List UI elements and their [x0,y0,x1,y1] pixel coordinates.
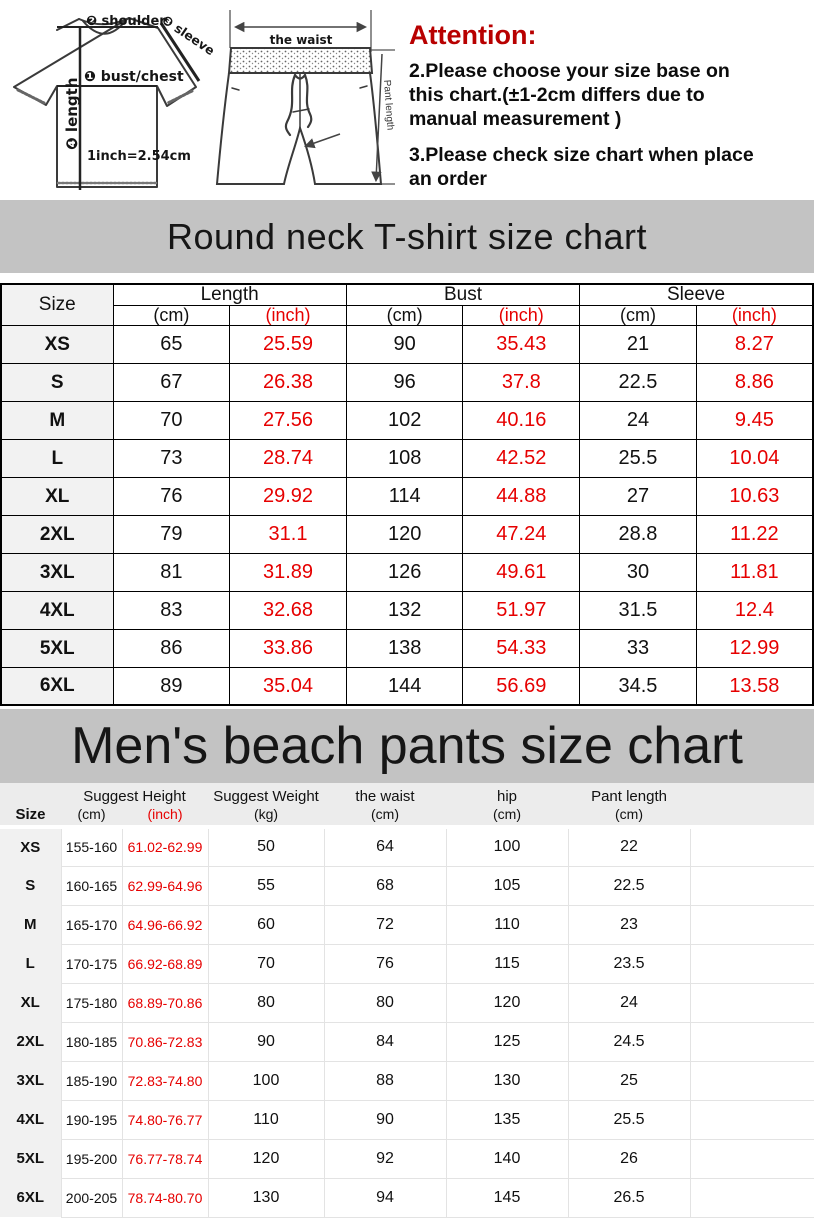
size-cell: L [0,944,61,983]
weight-kg-cell: 50 [208,827,324,866]
table-row [0,1061,814,1100]
bust-inch-cell: 44.88 [463,477,580,515]
weight-kg-cell: 130 [208,1178,324,1217]
inseam-arrow [306,134,340,146]
sleeve-inch-cell: 8.27 [696,325,813,363]
attention-title: Attention: [409,20,537,50]
hip-cm-cell: 120 [446,983,568,1022]
sleeve-inch-cell: 13.58 [696,667,813,705]
size-cell: 4XL [1,591,113,629]
waist-cm-cell: 72 [324,905,446,944]
table-row [1,591,813,629]
size-cell: M [1,401,113,439]
bust-cm-cell: 96 [346,363,463,401]
table-row [1,401,813,439]
table-row [1,629,813,667]
empty-cell [690,983,814,1022]
length-inch-cell: 25.59 [230,325,347,363]
length-cm-cell: 89 [113,667,230,705]
size-cell: L [1,439,113,477]
waist-cm-cell: 68 [324,866,446,905]
column-header-bust: Bust [346,284,579,305]
weight-kg-cell: 120 [208,1139,324,1178]
unit-header-cm: (cm) [446,807,568,827]
height-inch-cell: 61.02-62.99 [122,827,208,866]
sleeve-measure-label: ❸ sleeve [159,12,218,59]
sleeve-cm-cell: 21 [580,325,697,363]
hip-cm-cell: 115 [446,944,568,983]
height-cm-cell: 190-195 [61,1100,122,1139]
shorts-measure-diagram [200,0,395,200]
height-cm-cell: 160-165 [61,866,122,905]
tshirt-size-chart-banner [0,200,814,273]
weight-kg-cell: 70 [208,944,324,983]
pants-size-chart-banner [0,709,814,783]
size-cell: 2XL [1,515,113,553]
length-cm-cell: 70 [113,401,230,439]
bust-inch-cell: 47.24 [463,515,580,553]
length-inch-cell: 28.74 [230,439,347,477]
unit-header-inch: (inch) [463,305,580,325]
tshirt-drawing-svg [0,0,218,200]
sleeve-inch-cell: 11.81 [696,553,813,591]
sleeve-cm-cell: 28.8 [580,515,697,553]
table-row [1,667,813,705]
column-header-suggest-weight: Suggest Weight [208,783,324,807]
size-cell: XL [0,983,61,1022]
hip-cm-cell: 105 [446,866,568,905]
length-cm-cell: 67 [113,363,230,401]
unit-header-cm: (cm) [346,305,463,325]
length-inch-cell: 35.04 [230,667,347,705]
size-cell: 4XL [0,1100,61,1139]
empty-cell [690,866,814,905]
size-cell: M [0,905,61,944]
table-row [1,325,813,363]
attention-item-2-line: this chart.(±1-2cm differs due to [409,83,705,106]
height-inch-cell: 70.86-72.83 [122,1022,208,1061]
bust-cm-cell: 90 [346,325,463,363]
bust-cm-cell: 114 [346,477,463,515]
sleeve-inch-cell: 10.63 [696,477,813,515]
size-cell: 6XL [0,1178,61,1217]
height-inch-cell: 62.99-64.96 [122,866,208,905]
height-inch-cell: 78.74-80.70 [122,1178,208,1217]
shorts-outline [217,73,381,184]
sleeve-cm-cell: 33 [580,629,697,667]
hip-cm-cell: 140 [446,1139,568,1178]
height-cm-cell: 200-205 [61,1178,122,1217]
height-inch-cell: 66.92-68.89 [122,944,208,983]
height-inch-cell: 72.83-74.80 [122,1061,208,1100]
length-cm-cell: 73 [113,439,230,477]
tshirt-measure-diagram [0,0,218,200]
size-cell: 2XL [0,1022,61,1061]
sleeve-cm-cell: 30 [580,553,697,591]
pants-size-table [0,783,814,1218]
attention-item-2-line: manual measurement ) [409,107,622,130]
column-header-sleeve: Sleeve [580,284,813,305]
bust-cm-cell: 132 [346,591,463,629]
unit-header-cm: (cm) [568,807,690,827]
bust-inch-cell: 56.69 [463,667,580,705]
length-inch-cell: 27.56 [230,401,347,439]
height-cm-cell: 195-200 [61,1139,122,1178]
pant-length-cm-cell: 23.5 [568,944,690,983]
table-row [0,866,814,905]
attention-item-3-line: an order [409,168,488,191]
sleeve-cm-cell: 31.5 [580,591,697,629]
bust-inch-cell: 42.52 [463,439,580,477]
sleeve-cm-cell: 34.5 [580,667,697,705]
waist-cm-cell: 92 [324,1139,446,1178]
pants-table-header [0,783,814,827]
table-row [0,1178,814,1217]
pant-length-cm-cell: 24.5 [568,1022,690,1061]
bust-inch-cell: 54.33 [463,629,580,667]
pant-length-cm-cell: 22 [568,827,690,866]
sleeve-cm-cell: 24 [580,401,697,439]
size-cell: 6XL [1,667,113,705]
height-cm-cell: 165-170 [61,905,122,944]
length-cm-cell: 81 [113,553,230,591]
pant-length-cm-cell: 26 [568,1139,690,1178]
hip-cm-cell: 110 [446,905,568,944]
height-cm-cell: 185-190 [61,1061,122,1100]
length-inch-cell: 29.92 [230,477,347,515]
waist-cm-cell: 64 [324,827,446,866]
table-row [0,905,814,944]
bust-cm-cell: 144 [346,667,463,705]
height-inch-cell: 68.89-70.86 [122,983,208,1022]
bust-cm-cell: 138 [346,629,463,667]
bust-inch-cell: 40.16 [463,401,580,439]
pant-length-cm-cell: 26.5 [568,1178,690,1217]
empty-cell [690,827,814,866]
tshirt-table-header [1,284,813,325]
sleeve-inch-cell: 12.4 [696,591,813,629]
table-row [0,827,814,866]
table-row [0,1100,814,1139]
size-cell: XS [0,827,61,866]
size-cell: 5XL [0,1139,61,1178]
inch-conversion-note: 1inch=2.54cm [87,149,191,164]
hip-cm-cell: 130 [446,1061,568,1100]
hip-cm-cell: 125 [446,1022,568,1061]
table-row [1,515,813,553]
table-row [0,944,814,983]
empty-cell [690,1100,814,1139]
bust-measure-label: ❶ bust/chest [84,69,184,85]
length-inch-cell: 31.89 [230,553,347,591]
attention-item-3-line: 3.Please check size chart when place [409,144,754,167]
unit-header-cm: (cm) [113,305,230,325]
height-cm-cell: 170-175 [61,944,122,983]
size-cell: XS [1,325,113,363]
waist-cm-cell: 76 [324,944,446,983]
sleeve-inch-cell: 9.45 [696,401,813,439]
shoulder-measure-label: ❷ shoulder [86,14,166,29]
tshirt-size-table [0,283,814,706]
sleeve-inch-cell: 10.04 [696,439,813,477]
pant-length-cm-cell: 24 [568,983,690,1022]
length-cm-cell: 86 [113,629,230,667]
weight-kg-cell: 90 [208,1022,324,1061]
weight-kg-cell: 110 [208,1100,324,1139]
weight-kg-cell: 55 [208,866,324,905]
column-header-waist: the waist [324,783,446,807]
pant-length-cm-cell: 25.5 [568,1100,690,1139]
empty-cell [690,1178,814,1217]
weight-kg-cell: 60 [208,905,324,944]
column-header-empty [690,783,814,827]
sleeve-cm-cell: 27 [580,477,697,515]
length-inch-cell: 26.38 [230,363,347,401]
table-row [0,1022,814,1061]
attention-note [395,0,814,205]
size-cell: 5XL [1,629,113,667]
sleeve-cm-cell: 22.5 [580,363,697,401]
waistband [229,48,372,73]
tshirt-table-body [1,325,813,705]
shorts-drawing-svg [200,0,395,200]
waist-cm-cell: 84 [324,1022,446,1061]
waist-cm-cell: 94 [324,1178,446,1217]
table-row [1,477,813,515]
unit-header-inch: (inch) [122,807,208,827]
waist-cm-cell: 90 [324,1100,446,1139]
empty-cell [690,1061,814,1100]
pant-length-cm-cell: 23 [568,905,690,944]
attention-item-2-line: 2.Please choose your size base on [409,60,730,82]
height-inch-cell: 64.96-66.92 [122,905,208,944]
unit-header-kg: (kg) [208,807,324,827]
empty-cell [690,1022,814,1061]
sleeve-inch-cell: 11.22 [696,515,813,553]
unit-header-inch: (inch) [230,305,347,325]
pants-chart-title: Men's beach pants size chart [71,717,743,775]
length-measure-label: ❹ length [63,77,81,150]
weight-kg-cell: 80 [208,983,324,1022]
unit-header-cm: (cm) [324,807,446,827]
attention-item-2 [409,60,810,131]
length-cm-cell: 76 [113,477,230,515]
waist-cm-cell: 88 [324,1061,446,1100]
top-section [0,0,814,200]
empty-cell [690,944,814,983]
unit-header-cm: (cm) [61,807,122,827]
table-row [0,983,814,1022]
tshirt-chart-title: Round neck T-shirt size chart [166,215,648,257]
table-row [1,363,813,401]
height-cm-cell: 175-180 [61,983,122,1022]
sleeve-cm-cell: 25.5 [580,439,697,477]
bust-cm-cell: 108 [346,439,463,477]
size-cell: 3XL [1,553,113,591]
bust-inch-cell: 51.97 [463,591,580,629]
column-header-length: Length [113,284,346,305]
length-inch-cell: 33.86 [230,629,347,667]
column-header-hip: hip [446,783,568,807]
length-cm-cell: 83 [113,591,230,629]
bust-inch-cell: 35.43 [463,325,580,363]
waist-cm-cell: 80 [324,983,446,1022]
attention-item-3 [409,144,810,192]
bust-cm-cell: 120 [346,515,463,553]
size-cell: S [0,866,61,905]
sleeve-inch-cell: 8.86 [696,363,813,401]
table-row [0,1139,814,1178]
column-header-size: Size [0,783,61,827]
size-cell: XL [1,477,113,515]
hip-cm-cell: 145 [446,1178,568,1217]
hip-cm-cell: 135 [446,1100,568,1139]
height-inch-cell: 74.80-76.77 [122,1100,208,1139]
unit-header-inch: (inch) [696,305,813,325]
column-header-size: Size [1,284,113,325]
empty-cell [690,905,814,944]
pants-table-body [0,827,814,1217]
bust-cm-cell: 102 [346,401,463,439]
height-inch-cell: 76.77-78.74 [122,1139,208,1178]
bust-inch-cell: 49.61 [463,553,580,591]
pant-length-cm-cell: 25 [568,1061,690,1100]
sleeve-inch-cell: 12.99 [696,629,813,667]
length-cm-cell: 65 [113,325,230,363]
height-cm-cell: 155-160 [61,827,122,866]
table-row [1,439,813,477]
hip-cm-cell: 100 [446,827,568,866]
column-header-suggest-height: Suggest Height [61,783,208,807]
pant-length-label: Pant length [381,79,396,131]
size-cell: S [1,363,113,401]
height-cm-cell: 180-185 [61,1022,122,1061]
pant-length-cm-cell: 22.5 [568,866,690,905]
weight-kg-cell: 100 [208,1061,324,1100]
table-row [1,553,813,591]
empty-cell [690,1139,814,1178]
size-cell: 3XL [0,1061,61,1100]
waist-label: the waist [269,33,333,47]
length-cm-cell: 79 [113,515,230,553]
length-inch-cell: 31.1 [230,515,347,553]
unit-header-cm: (cm) [580,305,697,325]
bust-inch-cell: 37.8 [463,363,580,401]
bust-cm-cell: 126 [346,553,463,591]
column-header-pant-length: Pant length [568,783,690,807]
length-inch-cell: 32.68 [230,591,347,629]
